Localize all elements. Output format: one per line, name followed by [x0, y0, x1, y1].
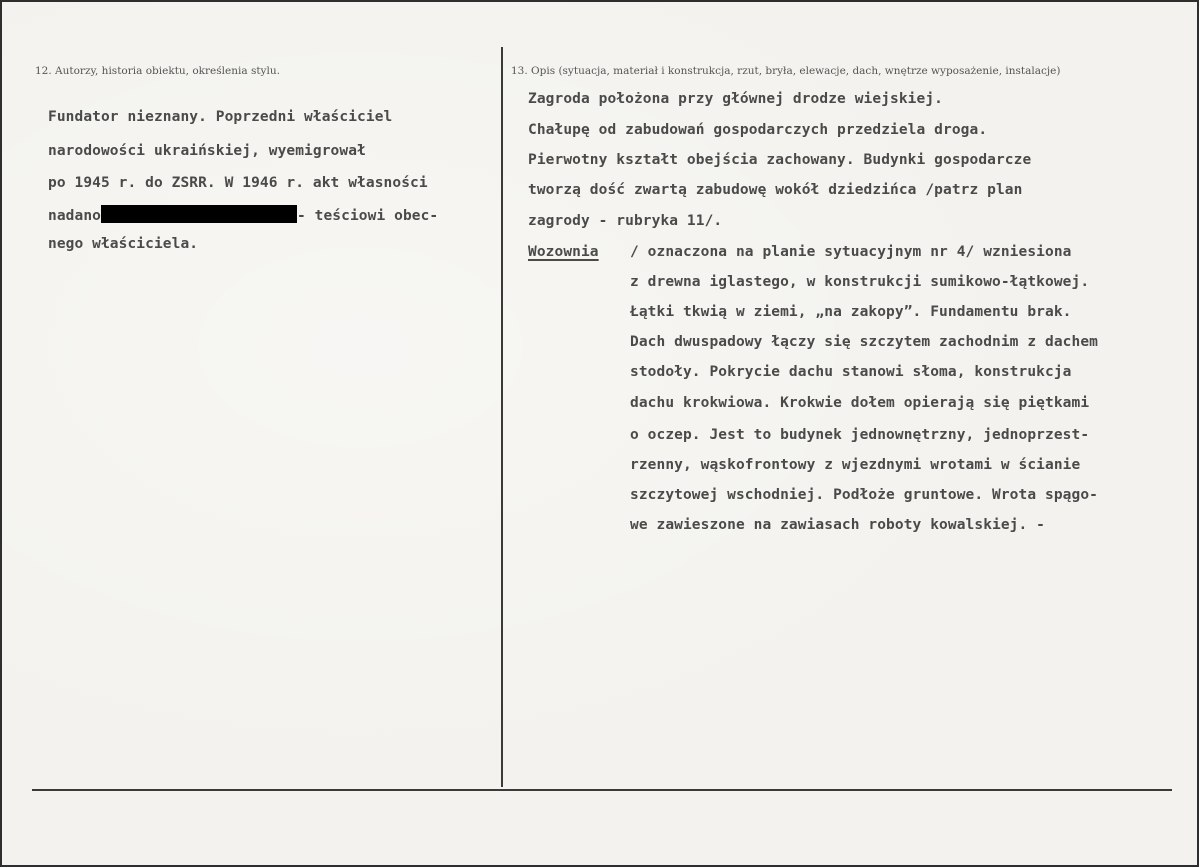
description-line: Chałupę od zabudowań gospodarczych przedziela droga.: [528, 122, 988, 138]
history-line-end: - teściowi obec-: [296, 208, 439, 224]
vertical-divider: [501, 47, 503, 787]
history-line: po 1945 r. do ZSRR. W 1946 r. akt własności: [48, 175, 428, 191]
section-line: dachu krokwiowa. Krokwie dołem opierają się piętkami: [630, 395, 1090, 411]
history-line: Fundator nieznany. Poprzedni właściciel: [48, 109, 393, 125]
history-line-start: nadano: [48, 208, 101, 224]
section-line: szczytowej wschodniej. Podłoże gruntowe. Wrota spągo-: [630, 487, 1098, 503]
field-12-label: 12. Autorzy, historia obiektu, określenia stylu.: [35, 65, 280, 77]
section-line: we zawieszone na zawiasach roboty kowalskiej. -: [630, 517, 1045, 533]
history-line: nego właściciela.: [48, 236, 199, 252]
section-title-wozownia: Wozownia: [528, 244, 599, 260]
description-line: Zagroda położona przy głównej drodze wiejskiej.: [528, 91, 943, 107]
redaction-bar: [101, 205, 297, 223]
description-line: zagrody - rubryka 11/.: [528, 213, 723, 229]
horizontal-divider: [32, 789, 1172, 791]
section-line: stodoły. Pokrycie dachu stanowi słoma, konstrukcja: [630, 364, 1072, 380]
section-line: Dach dwuspadowy łączy się szczytem zachodnim z dachem: [630, 334, 1098, 350]
section-line: o oczep. Jest to budynek jednownętrzny, jednoprzest-: [630, 427, 1090, 443]
section-line: / oznaczona na planie sytuacyjnym nr 4/ wzniesiona: [630, 244, 1072, 260]
description-line: Pierwotny kształt obejścia zachowany. Budynki gospodarcze: [528, 152, 1032, 168]
description-line: tworzą dość zwartą zabudowę wokół dziedzińca /patrz plan: [528, 182, 1023, 198]
field-13-label: 13. Opis (sytuacja, materiał i konstrukcja, rzut, bryła, elewacje, dach, wnętrze wyposażenie, instalacje): [511, 65, 1061, 77]
section-line: rzenny, wąskofrontowy z wjezdnymi wrotami w ścianie: [630, 457, 1081, 473]
history-line-redacted: [48, 205, 438, 224]
section-line: z drewna iglastego, w konstrukcji sumikowo-łątkowej.: [630, 274, 1090, 290]
history-line: narodowości ukraińskiej, wyemigrował: [48, 143, 366, 159]
section-line: Łątki tkwią w ziemi, „na zakopy”. Fundamentu brak.: [630, 304, 1072, 320]
